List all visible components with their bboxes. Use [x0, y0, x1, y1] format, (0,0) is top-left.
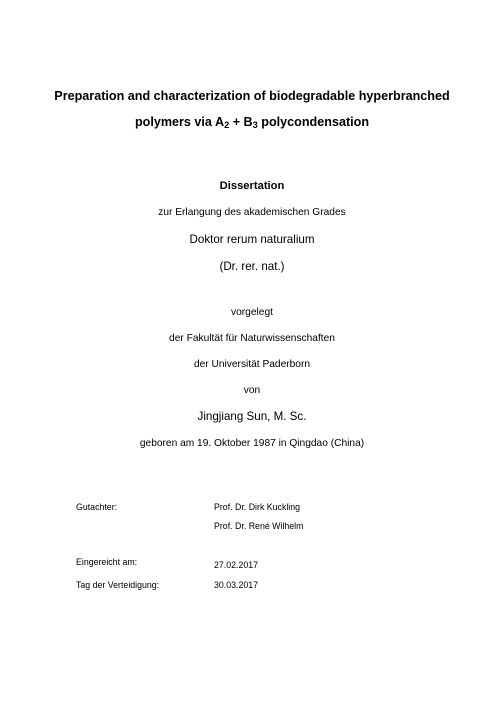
degree-purpose: zur Erlangung des akademischen Grades — [158, 207, 346, 218]
university-text: der Universität Paderborn — [193, 359, 311, 370]
author-birth: geboren am 19. Oktober 1987 in Qingdao (China) — [139, 438, 365, 449]
degree-abbreviation: (Dr. rer. nat.) — [219, 260, 285, 273]
degree-name: Doktor rerum naturalium — [189, 233, 315, 246]
von-text: von — [243, 385, 261, 396]
title-line-2-part-b: + B — [229, 115, 253, 129]
submitted-label: Eingereicht am: — [76, 557, 138, 567]
title-line-2-part-c: polycondensation — [257, 115, 370, 129]
title-line-1: Preparation and characterization of biodegradable hyperbranched — [54, 89, 450, 103]
defense-date: 30.03.2017 — [214, 580, 259, 590]
defense-label: Tag der Verteidigung: — [76, 580, 160, 590]
subscript-2: 2 — [224, 120, 230, 130]
submitted-date: 27.02.2017 — [214, 560, 259, 570]
reviewers-label: Gutachter: — [76, 502, 118, 512]
title-line-2-part-a: polymers via A — [134, 115, 225, 129]
subscript-3: 3 — [252, 120, 258, 130]
faculty-text: der Fakultät für Naturwissenschaften — [169, 333, 335, 344]
author-name: Jingjiang Sun, M. Sc. — [197, 410, 307, 423]
reviewer-2: Prof. Dr. René Wilhelm — [214, 521, 304, 531]
reviewer-1: Prof. Dr. Dirk Kuckling — [214, 502, 301, 512]
title-line-2 — [0, 116, 504, 129]
vorgelegt-text: vorgelegt — [231, 307, 273, 318]
dissertation-heading: Dissertation — [219, 180, 285, 192]
